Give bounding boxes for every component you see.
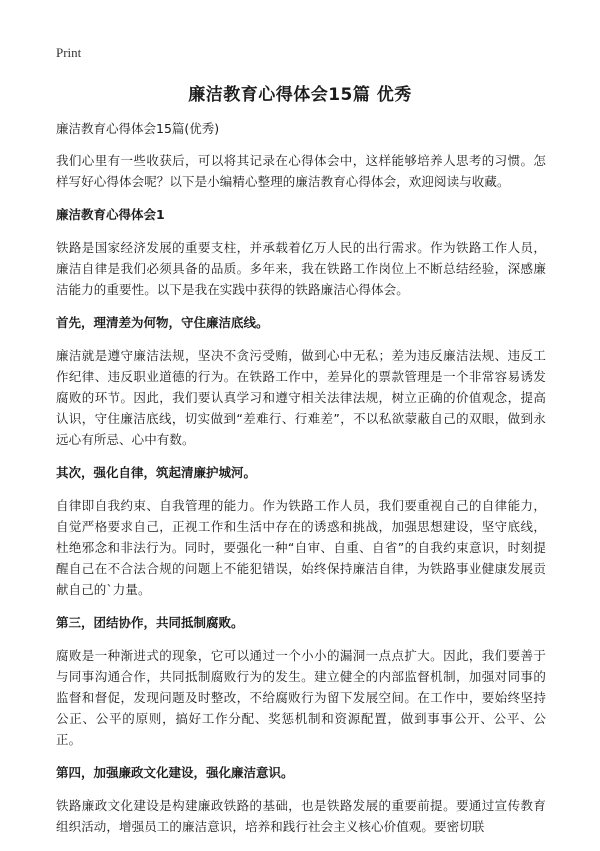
article-intro-paragraph: 铁路是国家经济发展的重要支柱，并承载着亿万人民的出行需求。作为铁路工作人员，廉洁自律是我们必须具备的品质。多年来，我在铁路工作岗位上不断总结经验，深感廉洁能力的重要性。以下是我在实践中获得的铁路廉洁心得体会。: [56, 240, 546, 297]
section-heading-1: 首先，理清差为何物，守住廉洁底线。: [56, 315, 269, 330]
section-paragraph-2: 自律即自我约束、自我管理的能力。作为铁路工作人员，我们要重视自己的自律能力，自觉严格要求自己，正视工作和生活中存在的诱惑和挑战，加强思想建设，坚守底线，杜绝邪念和非法行为。同时，要强化一种“自审、自重、自省”的自我约束意识，时刻提醒自己在不合法合规的问题上不能犯错误，始终保持廉洁自律，为铁路事业健康发展贡献自己的`力量。: [56, 498, 546, 597]
document-subtitle: 廉洁教育心得体会15篇(优秀): [56, 121, 220, 136]
article-heading: 廉洁教育心得体会1: [56, 207, 165, 222]
section-heading-2: 其次，强化自律，筑起清廉护城河。: [56, 465, 257, 480]
section-paragraph-3: 腐败是一种渐进式的现象，它可以通过一个小小的漏洞一点点扩大。因此，我们要善于与同事沟通合作，共同抵制腐败行为的发生。建立健全的内部监督机制，加强对同事的监督和督促，发现问题及时整改，不给腐败行为留下发展空间。在工作中，要始终坚持公正、公平的原则，搞好工作分配、奖惩机制和资源配置，做到事事公开、公平、公正。: [56, 648, 546, 747]
article-body: [56, 120, 546, 851]
section-paragraph-4: 铁路廉政文化建设是构建廉政铁路的基础，也是铁路发展的重要前提。要通过宣传教育组织活动，增强员工的廉洁意识，培养和践行社会主义核心价值观。要密切联: [56, 798, 546, 834]
section-paragraph-1: 廉洁就是遵守廉洁法规，坚决不贪污受贿，做到心中无私；差为违反廉洁法规、违反工作纪律、违反职业道德的行为。在铁路工作中，差异化的票款管理是一个非常容易诱发腐败的环节。因此，我们要认真学习和遵守相关法律法规，树立正确的价值观念，提高认识，守住廉洁底线，切实做到“差难行、行难差”，不以私欲蒙蔽自己的双眼，做到永远心有所忌、心中有数。: [56, 348, 546, 447]
intro-paragraph: 我们心里有一些收获后，可以将其记录在心得体会中，这样能够培养人思考的习惯。怎样写好心得体会呢？以下是小编精心整理的廉洁教育心得体会，欢迎阅读与收藏。: [56, 153, 546, 189]
print-link[interactable]: Print: [56, 45, 82, 60]
section-heading-3: 第三，团结协作，共同抵制腐败。: [56, 615, 244, 630]
section-heading-4: 第四，加强廉政文化建设，强化廉洁意识。: [56, 765, 294, 780]
page-title: 廉洁教育心得体会15篇 优秀: [188, 85, 412, 105]
